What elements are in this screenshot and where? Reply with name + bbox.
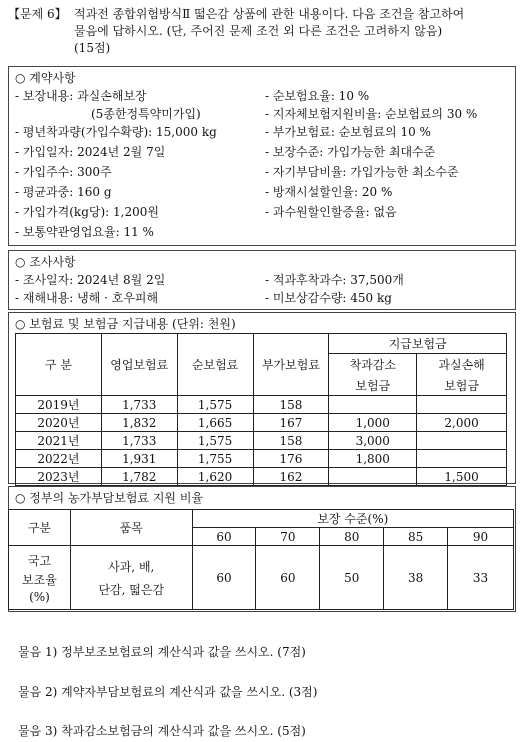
survey-left-0: - 조사일자: 2024년 8월 2일 [15,273,166,287]
premium-table [15,333,507,486]
table-row [16,414,507,432]
premium-header-category: 구 분 [16,334,102,396]
row-net: 1,575 [177,396,253,414]
row-loss [417,450,507,468]
row-add: 162 [253,468,329,486]
table-row [16,468,507,486]
premium-header-business: 영업보험료 [101,334,177,396]
premium-header-loss-line1: 과실손해 [438,357,485,372]
row-fruit [329,468,417,486]
premium-title: ○ 보험료 및 보험금 지급내용 (단위: 천원) [15,317,236,331]
row-label-line3: (%) [29,589,50,604]
row-business: 1,733 [101,396,177,414]
row-business: 1,931 [101,450,177,468]
contract-right-6: - 과수원할인할증율: 없음 [265,205,397,219]
premium-header-add: 부가보험료 [253,334,329,396]
value-85: 38 [384,546,448,610]
question-2: 물음 2) 계약자부담보험료의 계산식과 값을 쓰시오. (3점) [18,685,318,699]
row-fruit: 1,800 [329,450,417,468]
table-row [16,450,507,468]
contract-left-0: - 보장내용: 과실손해보장 [15,89,147,103]
support-header-category: 구분 [9,510,71,546]
level-80: 80 [320,528,384,546]
level-60: 60 [192,528,256,546]
statement-line-1: 적과전 종합위험방식Ⅱ 떫은감 상품에 관한 내용이다. 다음 조건을 참고하여 [74,7,465,21]
premium-header-fruit-line1: 착과감소 [349,357,396,372]
premium-header-net: 순보험료 [177,334,253,396]
premium-box [8,312,516,484]
survey-left-1: - 재해내용: 냉해 · 호우피해 [15,291,159,305]
row-loss [417,432,507,450]
premium-header-fruit [329,354,417,396]
row-year: 2021년 [16,432,102,450]
question-1: 물음 1) 정부보조보험료의 계산식과 값을 쓰시오. (7점) [18,645,306,659]
row-add: 158 [253,432,329,450]
table-row [16,432,507,450]
level-85: 85 [384,528,448,546]
contract-left-4: - 가입주수: 300주 [15,165,112,179]
value-60: 60 [192,546,256,610]
row-net: 1,620 [177,468,253,486]
row-loss [417,396,507,414]
items-line2: 단감, 떫은감 [98,582,165,597]
row-net: 1,755 [177,450,253,468]
support-items [70,546,192,610]
row-loss: 1,500 [417,468,507,486]
contract-right-0: - 순보험요율: 10 % [265,89,370,103]
contract-right-4: - 자기부담비율: 가입가능한 최소수준 [265,165,459,179]
question-3: 물음 3) 착과감소보험금의 계산식과 값을 쓰시오. (5점) [18,724,306,738]
support-row-label [9,546,71,610]
row-fruit [329,396,417,414]
row-net: 1,665 [177,414,253,432]
row-business: 1,832 [101,414,177,432]
premium-header-loss [417,354,507,396]
support-header-level: 보장 수준(%) [192,510,513,528]
row-add: 167 [253,414,329,432]
support-header-item: 품목 [70,510,192,546]
contract-left-7: - 보통약관영업요율: 11 % [15,225,154,239]
survey-box [8,250,516,310]
row-loss: 2,000 [417,414,507,432]
row-fruit: 3,000 [329,432,417,450]
contract-right-3: - 보장수준: 가입가능한 최대수준 [265,145,436,159]
survey-right-0: - 적과후착과수: 37,500개 [265,273,404,287]
row-year: 2022년 [16,450,102,468]
value-70: 60 [256,546,320,610]
survey-title: ○ 조사사항 [15,255,76,269]
contract-left-3: - 가입일자: 2024년 2월 7일 [15,145,166,159]
contract-right-1: - 지자체보험지원비율: 순보험료의 30 % [265,107,478,121]
contract-right-5: - 방재시설할인율: 20 % [265,185,393,199]
level-90: 90 [448,528,514,546]
support-table [8,509,514,610]
survey-right-1: - 미보상감수량: 450 kg [265,291,392,305]
premium-header-loss-line2: 보험금 [444,378,479,393]
contract-left-2: - 평년착과량(가입수확량): 15,000 kg [15,125,217,139]
statement-line-2: 물음에 답하시오. (단, 주어진 문제 조건 외 다른 조건은 고려하지 않음) [74,24,443,38]
level-70: 70 [256,528,320,546]
row-net: 1,575 [177,432,253,450]
row-fruit: 1,000 [329,414,417,432]
row-add: 158 [253,396,329,414]
contract-box [8,66,516,246]
row-add: 176 [253,450,329,468]
row-year: 2020년 [16,414,102,432]
problem-number: 【문제 6】 [8,7,67,21]
row-year: 2023년 [16,468,102,486]
support-title: ○ 정부의 농가부담보험료 지원 비율 [15,491,204,505]
contract-left-5: - 평균과중: 160 g [15,185,112,199]
row-business: 1,782 [101,468,177,486]
support-box [8,486,516,612]
premium-header-paid: 지급보험금 [329,334,507,354]
contract-left-6: - 가입가격(kg당): 1,200원 [15,205,159,219]
statement-line-3: (15점) [74,41,111,55]
table-row [16,396,507,414]
problem-statement [74,6,514,57]
contract-left-1: (5종한정특약미가입) [91,107,201,121]
row-label-line1: 국고 [27,553,52,568]
contract-title: ○ 계약사항 [15,71,76,85]
row-label-line2: 보조율 [22,572,57,587]
contract-right-2: - 부가보험료: 순보험료의 10 % [265,125,431,139]
value-90: 33 [448,546,514,610]
value-80: 50 [320,546,384,610]
premium-header-fruit-line2: 보험금 [355,378,391,393]
items-line1: 사과, 배, [108,559,155,574]
row-year: 2019년 [16,396,102,414]
row-business: 1,733 [101,432,177,450]
